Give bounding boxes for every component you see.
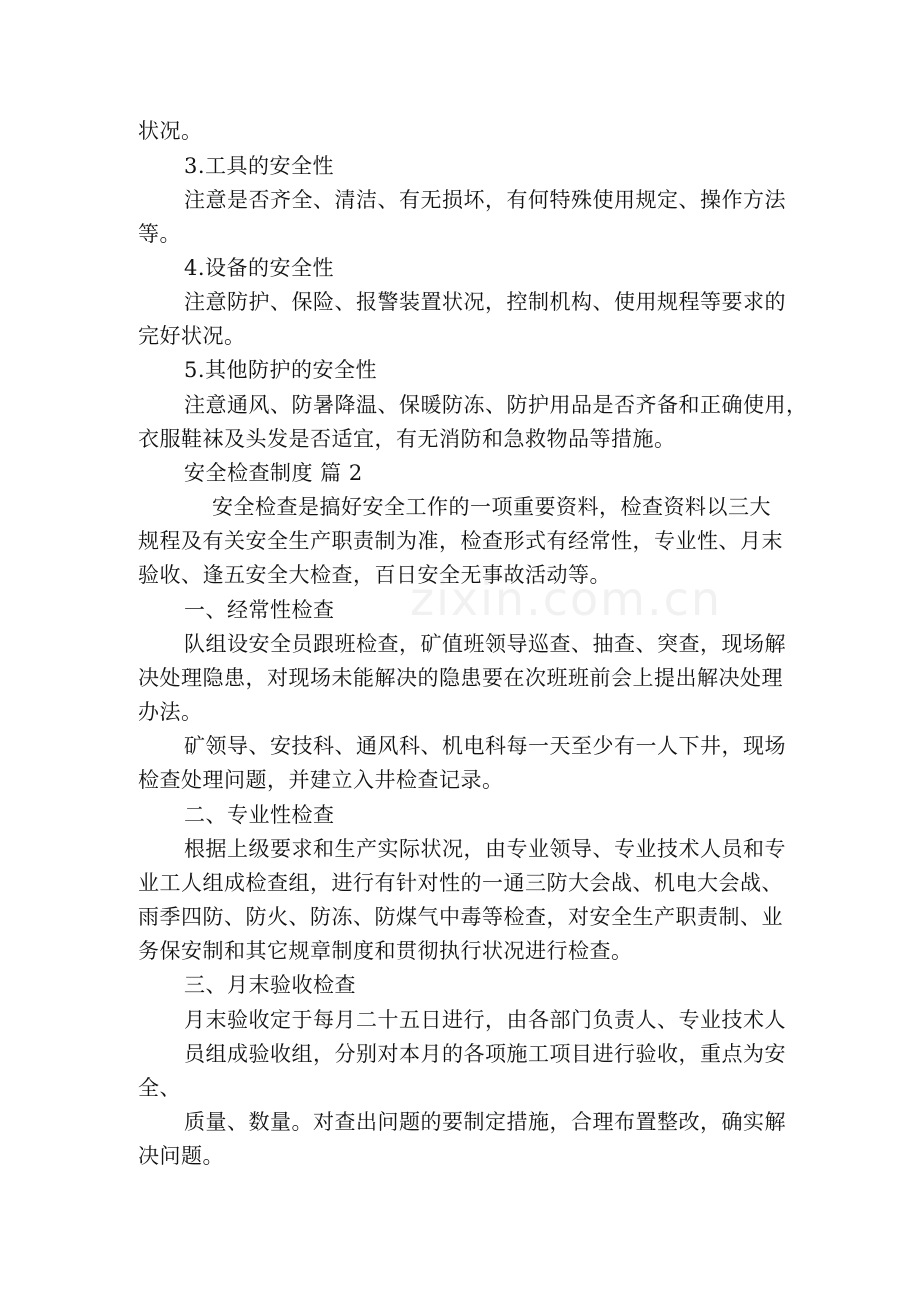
section-heading: 一、经常性检查 [184, 598, 335, 622]
text-line: 务保安制和其它规章制度和贯彻执行状况进行检查。 [138, 939, 633, 963]
text-line: 雨季四防、防火、防冻、防煤气中毒等检查，对安全生产职责制、业 [138, 905, 783, 929]
text-line: 队组设安全员跟班检查，矿值班领导巡查、抽查、突查，现场解 [184, 632, 786, 656]
text-line: 注意通风、防暑降温、保暖防冻、防护用品是否齐备和正确使用， [184, 393, 808, 417]
text-line: 月末验收定于每月二十五日进行，由各部门负责人、专业技术人 [184, 1008, 786, 1032]
text-line: 完好状况。 [138, 324, 246, 348]
text-line: 矿领导、安技科、通风科、机电科每一天至少有一人下井，现场 [184, 734, 786, 758]
text-line: 全、 [138, 1076, 181, 1100]
article-title: 安全检查制度 篇 2 [184, 461, 363, 485]
text-line: 衣服鞋袜及头发是否适宜，有无消防和急救物品等措施。 [138, 427, 676, 451]
text-line: 决处理隐患，对现场未能解决的隐患要在次班班前会上提出解决处理 [138, 666, 783, 690]
text-line: 员组成验收组，分别对本月的各项施工项目进行验收，重点为安 [184, 1042, 786, 1066]
text-line: 注意防护、保险、报警装置状况，控制机构、使用规程等要求的 [184, 290, 786, 314]
text-line: 状况。 [138, 119, 203, 143]
watermark: zixin.com.cn [410, 572, 723, 626]
text-line: 注意是否齐全、清洁、有无损坏，有何特殊使用规定、操作方法 [184, 188, 786, 212]
text-line: 质量、数量。对查出问题的要制定措施，合理布置整改，确实解 [184, 1110, 786, 1134]
section-heading: 4.设备的安全性 [184, 256, 335, 280]
section-heading: 三、月末验收检查 [184, 973, 356, 997]
text-line: 等。 [138, 222, 181, 246]
text-line: 验收、逢五安全大检查，百日安全无事故活动等。 [138, 563, 611, 587]
section-heading: 二、专业性检查 [184, 803, 335, 827]
section-heading: 3.工具的安全性 [184, 154, 335, 178]
text-line: 决问题。 [138, 1144, 224, 1168]
text-line: 安全检查是搞好安全工作的一项重要资料，检查资料以三大 [212, 495, 771, 519]
text-line: 业工人组成检查组，进行有针对性的一通三防大会战、机电大会战、 [138, 871, 783, 895]
text-line: 办法。 [138, 700, 203, 724]
text-line: 规程及有关安全生产职责制为准，检查形式有经常性，专业性、月末 [138, 529, 783, 553]
text-line: 根据上级要求和生产实际状况，由专业领导、专业技术人员和专 [184, 837, 786, 861]
section-heading: 5.其他防护的安全性 [184, 358, 378, 382]
text-line: 检查处理问题，并建立入井检查记录。 [138, 768, 504, 792]
